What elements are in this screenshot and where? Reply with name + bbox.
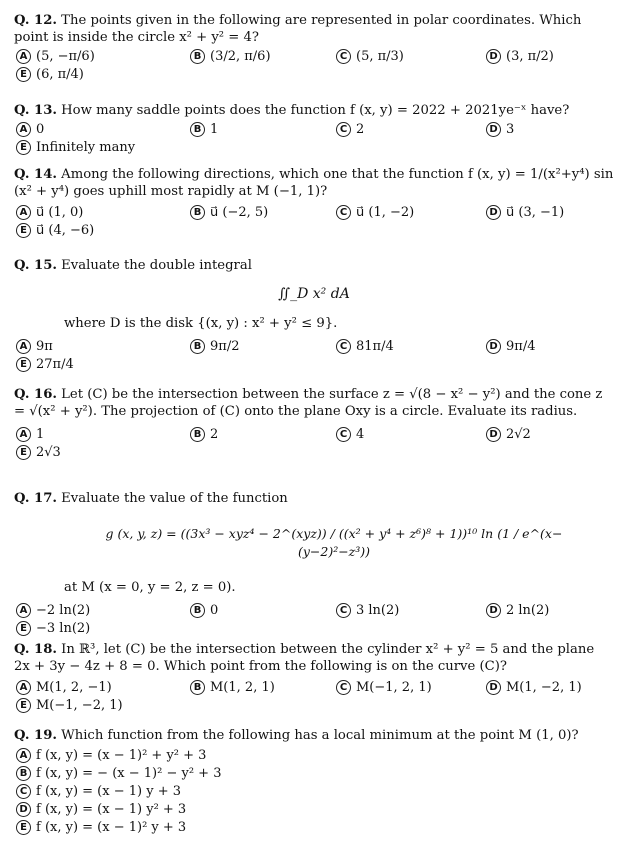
option-badge: A (16, 603, 31, 618)
option-text: 2 (356, 122, 365, 137)
question-stem (14, 166, 614, 200)
option-badge: D (486, 680, 501, 695)
question-stem (14, 386, 614, 420)
question-text: Evaluate the value of the function (61, 491, 288, 506)
option-badge: E (16, 357, 31, 372)
option-c[interactable] (336, 602, 399, 619)
option-text: −3 ln(2) (36, 621, 91, 636)
question-stem (14, 102, 614, 119)
question-number: Q. 18. (14, 642, 57, 657)
option-badge: A (16, 339, 31, 354)
option-text: 2 ln(2) (506, 603, 550, 618)
options (14, 204, 614, 240)
option-a[interactable] (16, 204, 83, 221)
option-text: u⃗ (4, −6) (36, 223, 95, 238)
option-b[interactable] (190, 602, 218, 619)
option-badge: B (190, 339, 205, 354)
function-display: g (x, y, z) = ((3x³ − xyz⁴ − 2^(xyz)) / ((x² + y⁴ + z⁶)⁸ + 1))¹⁰ ln (1 / e^(x−(y−2)²−z³)) (105, 526, 563, 559)
option-badge: E (16, 621, 31, 636)
option-badge: C (336, 680, 351, 695)
option-badge: E (16, 223, 31, 238)
option-badge: D (486, 427, 501, 442)
option-badge: C (336, 603, 351, 618)
option-badge: B (190, 427, 205, 442)
option-text: (5, π/3) (356, 49, 404, 64)
double-integral: ∬_D x² dA (278, 286, 350, 302)
options (14, 338, 614, 374)
question-number: Q. 14. (14, 167, 57, 182)
option-a[interactable] (16, 48, 95, 65)
option-text: M(1, −2, 1) (506, 680, 582, 695)
option-c[interactable] (16, 783, 181, 800)
option-badge: D (486, 49, 501, 64)
question-text: Let (C) be the intersection between the surface z = √(8 − x² − y²) and the cone z = √(x² + y²). The projection of (C) onto the plane Oxy is a circle. Evaluate its radius. (14, 387, 603, 419)
option-b[interactable] (190, 679, 275, 696)
option-badge: B (190, 205, 205, 220)
option-text: −2 ln(2) (36, 603, 91, 618)
option-text: f (x, y) = (x − 1) y + 3 (36, 784, 181, 799)
option-badge: B (16, 766, 31, 781)
question-16 (14, 386, 614, 462)
option-d[interactable] (486, 338, 535, 355)
option-text: 2√2 (506, 427, 531, 442)
question-condition: where D is the disk {(x, y) : x² + y² ≤ 9}. (64, 316, 338, 331)
question-text: Among the following directions, which one that the function f (x, y) = 1/(x²+y⁴) sin (x² + y⁴) goes uphill most rapidly at M (−1, 1)? (14, 167, 614, 199)
question-stem (14, 490, 614, 507)
option-text: 2√3 (36, 445, 61, 460)
option-text: 81π/4 (356, 339, 394, 354)
option-e[interactable] (16, 697, 123, 714)
option-text: 2 (210, 427, 219, 442)
option-badge: E (16, 140, 31, 155)
option-text: f (x, y) = − (x − 1)² − y² + 3 (36, 766, 222, 781)
options (14, 426, 614, 462)
question-19 (14, 727, 614, 837)
question-text: In ℝ³, let (C) be the intersection between the cylinder x² + y² = 5 and the plane 2x + 3y − 4z + 8 = 0. Which point from the following is on the curve (C)? (14, 642, 595, 674)
option-badge: A (16, 49, 31, 64)
question-number: Q. 19. (14, 728, 57, 743)
option-a[interactable] (16, 679, 112, 696)
question-15 (14, 257, 614, 374)
question-text: How many saddle points does the function f (x, y) = 2022 + 2021ye⁻ˣ have? (61, 103, 570, 118)
option-badge: C (336, 339, 351, 354)
option-text: 1 (210, 122, 219, 137)
option-e[interactable] (16, 66, 84, 83)
option-c[interactable] (336, 338, 394, 355)
option-badge: D (16, 802, 31, 817)
option-text: u⃗ (3, −1) (506, 205, 565, 220)
option-badge: D (486, 339, 501, 354)
option-d[interactable] (486, 426, 531, 443)
option-badge: D (486, 603, 501, 618)
option-text: f (x, y) = (x − 1)² + y² + 3 (36, 748, 207, 763)
question-14 (14, 166, 614, 240)
option-b[interactable] (190, 48, 271, 65)
option-badge: E (16, 820, 31, 835)
option-badge: C (336, 205, 351, 220)
option-e[interactable] (16, 139, 135, 156)
option-d[interactable] (486, 121, 514, 138)
question-stem (14, 257, 614, 274)
option-b[interactable] (190, 204, 268, 221)
question-text: The points given in the following are represented in polar coordinates. Which point is inside the circle x² + y² = 4? (14, 13, 582, 45)
option-d[interactable] (486, 48, 554, 65)
option-badge: A (16, 427, 31, 442)
question-stem (14, 727, 614, 744)
option-e[interactable] (16, 620, 90, 637)
option-text: Infinitely many (36, 140, 136, 155)
option-badge: B (190, 680, 205, 695)
option-d[interactable] (16, 801, 186, 818)
option-badge: A (16, 748, 31, 763)
option-e[interactable] (16, 444, 61, 461)
option-text: (3, π/2) (506, 49, 554, 64)
options (14, 679, 614, 715)
option-badge: B (190, 603, 205, 618)
option-text: M(−1, 2, 1) (356, 680, 432, 695)
question-number: Q. 13. (14, 103, 57, 118)
option-d[interactable] (486, 204, 564, 221)
option-text: u⃗ (1, 0) (36, 205, 84, 220)
options (14, 121, 614, 157)
option-text: M(−1, −2, 1) (36, 698, 123, 713)
options (14, 48, 614, 84)
question-text: Which function from the following has a local minimum at the point M (1, 0)? (61, 728, 579, 743)
option-badge: E (16, 698, 31, 713)
option-text: 3 ln(2) (356, 603, 400, 618)
option-badge: A (16, 680, 31, 695)
option-text: u⃗ (−2, 5) (210, 205, 269, 220)
option-badge: B (190, 122, 205, 137)
option-text: f (x, y) = (x − 1)² y + 3 (36, 820, 187, 835)
option-text: 0 (210, 603, 219, 618)
option-a[interactable] (16, 426, 44, 443)
question-number: Q. 17. (14, 491, 57, 506)
option-text: 4 (356, 427, 365, 442)
option-text: 27π/4 (36, 357, 74, 372)
option-text: 9π/4 (506, 339, 536, 354)
option-a[interactable] (16, 121, 44, 138)
option-b[interactable] (190, 338, 239, 355)
option-badge: A (16, 205, 31, 220)
option-text: 9π (36, 339, 53, 354)
question-text: Evaluate the double integral (61, 258, 252, 273)
option-e[interactable] (16, 819, 186, 836)
option-text: f (x, y) = (x − 1) y² + 3 (36, 802, 187, 817)
question-stem (14, 12, 614, 46)
option-text: 1 (36, 427, 45, 442)
option-c[interactable] (336, 48, 404, 65)
option-d[interactable] (486, 679, 582, 696)
option-b[interactable] (190, 121, 218, 138)
option-badge: C (336, 49, 351, 64)
option-text: M(1, 2, 1) (210, 680, 275, 695)
options (14, 747, 614, 837)
option-badge: D (486, 205, 501, 220)
option-a[interactable] (16, 747, 206, 764)
option-c[interactable] (336, 679, 432, 696)
option-badge: C (336, 427, 351, 442)
option-b[interactable] (16, 765, 221, 782)
option-text: u⃗ (1, −2) (356, 205, 415, 220)
question-stem (14, 641, 614, 675)
option-badge: A (16, 122, 31, 137)
option-e[interactable] (16, 222, 94, 239)
option-text: (6, π/4) (36, 67, 84, 82)
option-text: (3/2, π/6) (210, 49, 271, 64)
options (14, 602, 614, 638)
option-text: M(1, 2, −1) (36, 680, 112, 695)
option-e[interactable] (16, 356, 74, 373)
option-a[interactable] (16, 338, 53, 355)
option-text: 3 (506, 122, 515, 137)
option-c[interactable] (336, 426, 364, 443)
question-12 (14, 12, 614, 84)
question-number: Q. 16. (14, 387, 57, 402)
option-b[interactable] (190, 426, 218, 443)
option-c[interactable] (336, 204, 414, 221)
option-badge: C (16, 784, 31, 799)
option-a[interactable] (16, 602, 90, 619)
option-text: 0 (36, 122, 45, 137)
option-badge: E (16, 67, 31, 82)
option-badge: D (486, 122, 501, 137)
option-badge: B (190, 49, 205, 64)
question-condition: at M (x = 0, y = 2, z = 0). (64, 580, 236, 595)
option-badge: C (336, 122, 351, 137)
option-text: 9π/2 (210, 339, 240, 354)
option-c[interactable] (336, 121, 364, 138)
question-13 (14, 102, 614, 157)
option-d[interactable] (486, 602, 549, 619)
question-18 (14, 641, 614, 715)
question-17 (14, 490, 614, 638)
question-number: Q. 15. (14, 258, 57, 273)
option-badge: E (16, 445, 31, 460)
question-number: Q. 12. (14, 13, 57, 28)
option-text: (5, −π/6) (36, 49, 95, 64)
